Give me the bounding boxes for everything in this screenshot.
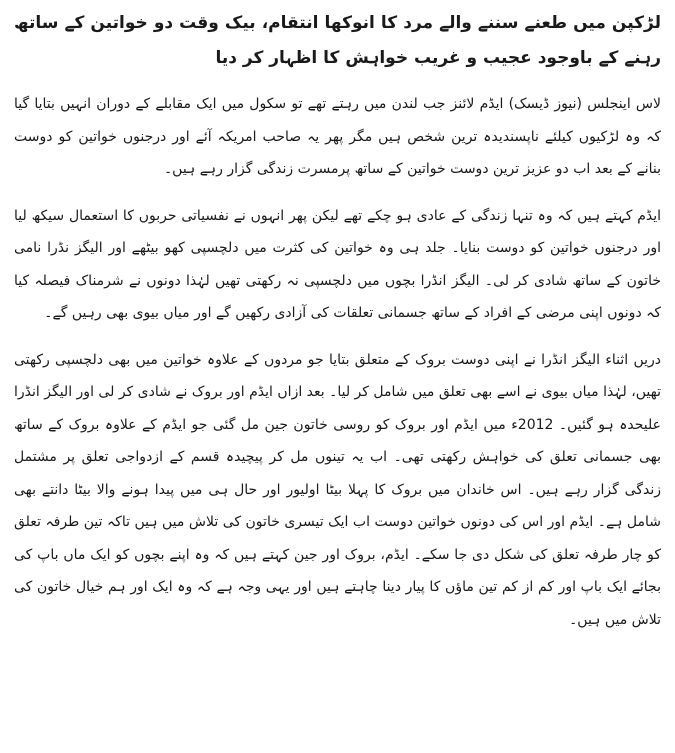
article-paragraph-2: ایڈم کہتے ہیں کہ وہ تنہا زندگی کے عادی ہو چکے تھے لیکن پھر انہوں نے نفسیاتی حربوں کا استعمال سیکھ لیا اور درجنوں خواتین کو دوست بنایا۔ جلد ہی وہ خواتین کی کثرت میں دلچسپی کھو بیٹھے اور الیگز نڈرا نامی خاتون کے ساتھ شادی کر لی۔ الیگز انڈرا بچوں میں دلچسپی نہ رکھتی تھیں لہٰذا دونوں نے شرمناک فیصلہ کیا کہ دونوں اپنی مرضی کے افراد کے ساتھ جسمانی تعلقات کی آزادی رکھیں گے اور میاں بیوی بھی رہیں گے۔ (14, 207, 661, 321)
article-paragraph-3: دریں اثناء الیگز انڈرا نے اپنی دوست بروک کے متعلق بتایا جو مردوں کے علاوہ خواتین میں بھی دلچسپی رکھتی تھیں، لہٰذا میاں بیوی نے اسے بھی تعلق میں شامل کر لیا۔ بعد ازاں ایڈم اور بروک نے شادی کر لی اور الیگز انڈرا علیحدہ ہو گئیں۔ 2012ء میں ایڈم اور بروک کو روسی خاتون جین مل گئی جو ایڈم کے علاوہ بروک کے ساتھ بھی جسمانی تعلق کی خواہش رکھتی تھی۔ اب یہ تینوں مل کر پیچیدہ قسم کے ازدواجی تعلق پر مشتمل زندگی گزار رہے ہیں۔ اس خاندان میں بروک کا پہلا بیٹا اولیور اور حال ہی میں پیدا ہونے والا بیٹا دانتے بھی شامل ہے۔ ایڈم اور اس کی دونوں خواتین دوست اب ایک تیسری خاتون کی تلاش میں ہیں تاکہ تین طرفہ تعلق کو چار طرفہ تعلق کی شکل دی جا سکے۔ ایڈم، بروک اور جین کہتے ہیں کہ وہ اپنے بچوں کو ایک ماں باپ کی بجائے ایک باپ اور کم از کم تین ماؤں کا پیار دینا چاہتے ہیں اور یہی وجہ ہے کہ وہ ایک اور ہم خیال خاتون کی تلاش میں ہیں۔ (14, 351, 661, 628)
article-headline: لڑکپن میں طعنے سننے والے مرد کا انوکھا انتقام، بیک وقت دو خواتین کے ساتھ رہنے کے باوجود عجیب و غریب خواہش کا اظہار کر دیا (14, 13, 661, 68)
article-paragraph-1: لاس اینجلس (نیوز ڈیسک) ایڈم لائنز جب لندن میں رہتے تھے تو سکول میں ایک مقابلے کے دوران انہیں بتایا گیا کہ وہ لڑکیوں کیلئے ناپسندیدہ ترین شخص ہیں مگر پھر یہ صاحب امریکہ آئے اور درجنوں خواتین کو دوست بنانے کے بعد اب دو عزیز ترین دوست خواتین کے ساتھ پرمسرت زندگی گزار رہے ہیں۔ (14, 96, 661, 177)
